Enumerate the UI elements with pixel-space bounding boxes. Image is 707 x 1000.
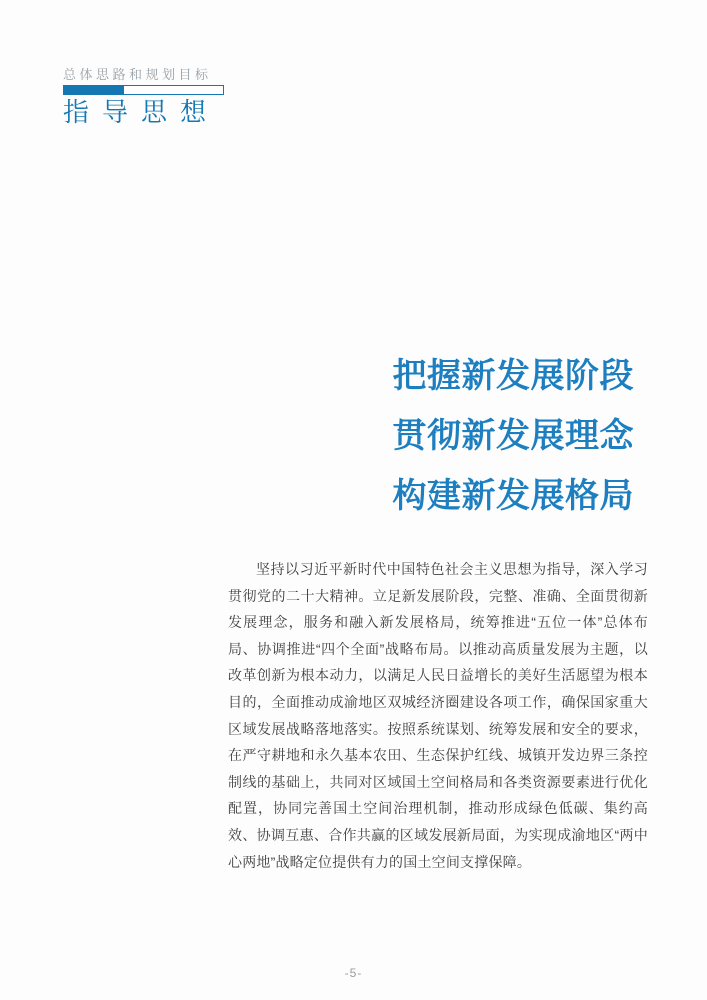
section-title: 指导思想 — [63, 97, 220, 127]
headline-line-3: 构建新发展格局 — [392, 477, 634, 515]
headline — [393, 346, 635, 526]
section-header — [63, 68, 224, 127]
headline-line-1: 把握新发展阶段 — [392, 357, 634, 395]
section-progress-bar — [63, 85, 224, 95]
body-paragraph: 坚持以习近平新时代中国特色社会主义思想为指导，深入学习贯彻党的二十大精神。立足新发展阶段，完整、准确、全面贯彻新发展理念，服务和融入新发展格局，统筹推进“五位一体”总体布局、协调推进“四个全面”战略布局。以推动高质量发展为主题，以改革创新为根本动力，以满足人民日益增长的美好生活愿望为根本目的，全面推动成渝地区双城经济圈建设各项工作，确保国家重大区域发展战略落地落实。按照系统谋划、统筹发展和安全的要求，在严守耕地和永久基本农田、生态保护红线、城镇开发边界三条控制线的基础上，共同对区域国土空间格局和各类资源要素进行优化配置，协同完善国土空间治理机制，推动形成绿色低碳、集约高效、协调互惠、合作共赢的区域发展新局面，为实现成渝地区“两中心两地”战略定位提供有力的国土空间支撑保障。 — [228, 561, 648, 870]
page-number: -5- — [344, 966, 363, 980]
headline-line-2: 贯彻新发展理念 — [392, 417, 634, 455]
section-eyebrow: 总体思路和规划目标 — [63, 67, 212, 82]
progress-bar-fill — [64, 86, 124, 94]
